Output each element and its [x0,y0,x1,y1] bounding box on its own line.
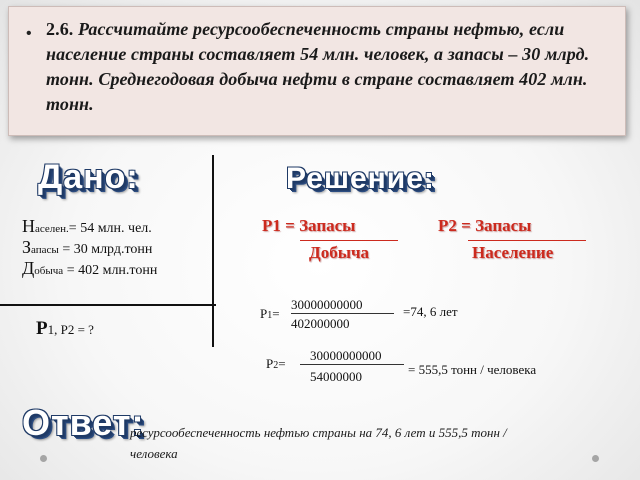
given-production-letter: Д [22,258,35,278]
given-population-value: = 54 млн. чел. [68,221,152,236]
answer-heading: Ответ: [22,402,145,443]
nav-dot-right[interactable] [592,455,599,462]
calc1-label-eq: = [272,306,280,321]
task-number: 2.6. [46,19,74,39]
find-sub2: 2 [67,322,75,337]
calc2-label-sub: 2 [273,360,279,371]
task-box [8,6,626,136]
formula-p1-line [300,240,398,241]
find-sub1: 1 [47,322,55,337]
formula-p2-top: Р2 = Запасы [438,216,532,235]
calc2-numerator: 30000000000 [310,348,382,363]
calc2-denominator: 54000000 [310,369,362,384]
given-population-sub: аселен. [35,223,69,235]
calc1-fraction-line [291,313,394,314]
horizontal-divider [0,304,216,306]
task-bullet: • [26,25,32,42]
given-population [22,216,152,237]
calc2-fraction-line [300,364,404,365]
calc2-label-letter: Р [266,356,274,371]
calc1-label-letter: Р [260,306,268,321]
calc2-label-eq: = [278,356,286,371]
find-value: = ? [74,322,94,337]
calc2-label [266,356,286,372]
find-mid: , Р [54,322,68,337]
given-reserves-sub: апасы [31,244,59,256]
given-reserves-letter: З [22,237,32,257]
given-production-value: = 402 млн.тонн [63,263,158,278]
find-line [36,318,94,340]
vertical-divider [212,155,214,347]
find-letter: Р [36,318,48,339]
given-reserves [22,237,152,258]
task-text [46,17,618,117]
nav-dot-left[interactable] [40,455,47,462]
formula-p2-line [468,240,586,241]
formula-p2-bottom: Население [472,243,554,262]
given-production [22,258,157,279]
given-production-sub: обыча [34,265,64,277]
calc1-label [260,306,280,322]
calc1-numerator: 30000000000 [291,297,363,312]
calc1-label-sub: 1 [267,310,273,321]
given-population-letter: Н [22,216,35,236]
formula-p1-bottom: Добыча [309,243,370,262]
calc1-result: =74, 6 лет [403,304,458,319]
formula-p1-top: Р1 = Запасы [262,216,356,235]
task-body: Рассчитайте ресурсообеспеченность страны нефтью, если население страны составляет 54 млн. человек, а запасы – 30 млрд. тонн. Среднегодовая добыча нефти в стране составляет 402 млн. тонн. [46,19,590,114]
given-heading: Дано: [38,158,139,196]
calc2-result: = 555,5 тонн / человека [408,362,537,377]
given-reserves-value: = 30 млрд.тонн [58,242,153,257]
answer-text: ресурсообеспеченность нефтью страны на 74, 6 лет и 555,5 тонн /человека [130,425,507,461]
calc1-denominator: 402000000 [291,316,350,331]
solution-heading: Решение: [286,162,435,195]
